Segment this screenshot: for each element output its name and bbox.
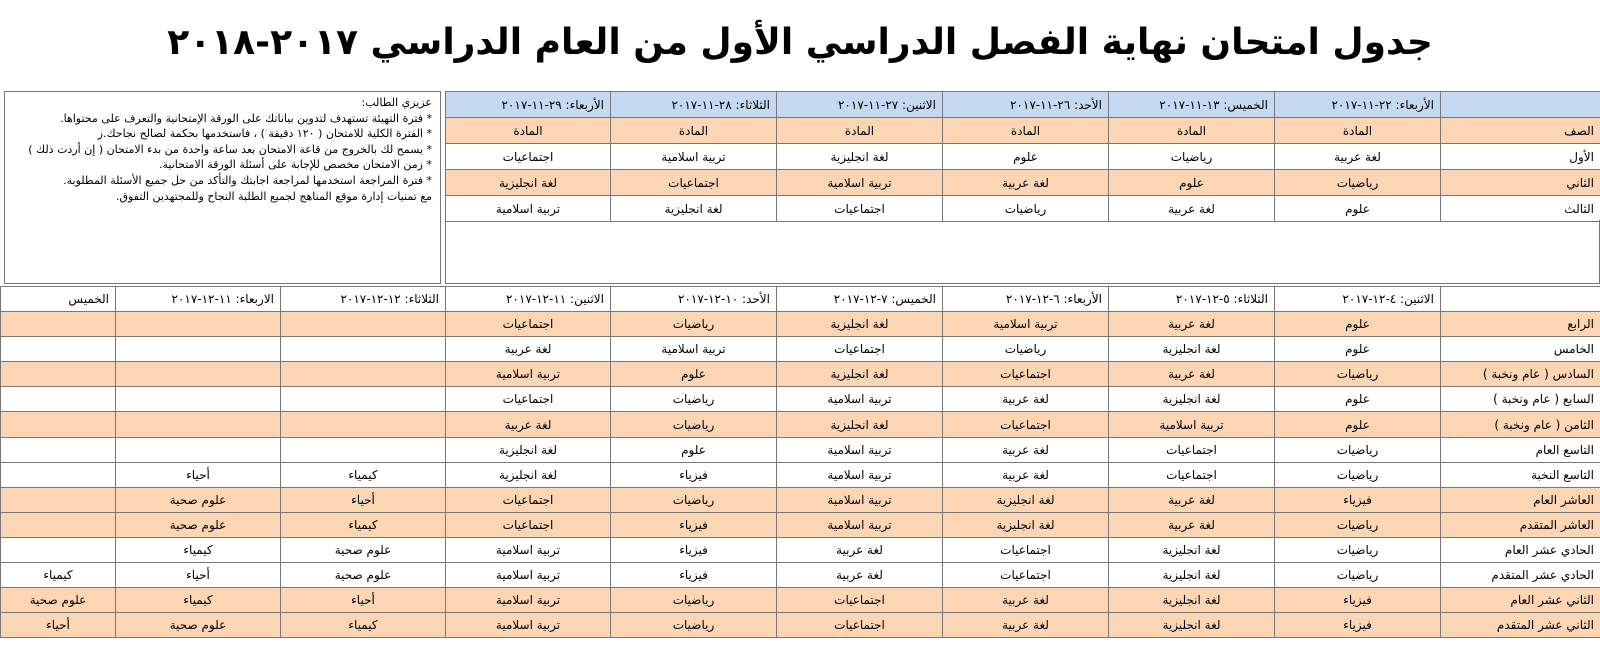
- table-row: [1, 487, 1600, 512]
- table-cell: لغة عربية: [1109, 512, 1275, 537]
- table-cell: اجتماعيات: [777, 613, 943, 638]
- table-cell: [1, 462, 116, 487]
- table-cell: تربية اسلامية: [446, 537, 611, 562]
- table-cell: علوم: [1275, 387, 1441, 412]
- table-cell: [116, 312, 281, 337]
- table-cell: رياضيات: [611, 312, 777, 337]
- table-cell: رياضيات: [611, 588, 777, 613]
- table-cell: لغة عربية: [1109, 487, 1275, 512]
- row-label-cell: السادس ( عام ونخبة ): [1441, 362, 1600, 387]
- table-cell: علوم: [1275, 412, 1441, 437]
- table-cell: فيزياء: [1275, 613, 1441, 638]
- table-cell: اجتماعيات: [1109, 462, 1275, 487]
- table-cell: رياضيات: [943, 196, 1109, 222]
- row-label-cell: العاشر العام: [1441, 487, 1600, 512]
- table-cell: فيزياء: [611, 512, 777, 537]
- row-label-cell: التاسع العام: [1441, 437, 1600, 462]
- table-cell: لغة عربية: [943, 387, 1109, 412]
- row-label-cell: الأول: [1441, 144, 1600, 170]
- table-row: [1, 512, 1600, 537]
- table-cell: لغة انجليزية: [611, 196, 777, 222]
- table-cell: لغة عربية: [943, 588, 1109, 613]
- table-cell: علوم: [611, 362, 777, 387]
- table-cell: أحياء: [1, 613, 116, 638]
- table-cell: رياضيات: [1275, 362, 1441, 387]
- student-notes: [4, 91, 441, 284]
- table-cell: [116, 362, 281, 387]
- table-cell: [1, 337, 116, 362]
- notes-line: * الفترة الكلية للامتحان ( ١٢٠ دقيقة ) ، فاستخدمها بحكمة لصالح نجاحك.ز: [97, 127, 432, 141]
- table-cell: أحياء: [281, 588, 446, 613]
- table-cell: لغة انجليزية: [1109, 588, 1275, 613]
- table-cell: لغة عربية: [1275, 144, 1441, 170]
- table-cell: تربية اسلامية: [611, 144, 777, 170]
- table-cell: الأحد: ٢٦-١١-٢٠١٧: [943, 92, 1109, 118]
- table-cell: [281, 437, 446, 462]
- table-cell: الاثنين: ١١-١٢-٢٠١٧: [446, 287, 611, 312]
- row-label-cell: الرابع: [1441, 312, 1600, 337]
- table-cell: رياضيات: [1275, 170, 1441, 196]
- table-cell: اجتماعيات: [446, 144, 611, 170]
- table-cell: فيزياء: [1275, 487, 1441, 512]
- table-cell: علوم: [1275, 337, 1441, 362]
- table-row: [1, 337, 1600, 362]
- row-label-cell: الصف: [1441, 118, 1600, 144]
- table-cell: [281, 337, 446, 362]
- table-cell: علوم صحية: [116, 512, 281, 537]
- row-label-cell: العاشر المتقدم: [1441, 512, 1600, 537]
- table-cell: رياضيات: [943, 337, 1109, 362]
- row-label-cell: الثاني: [1441, 170, 1600, 196]
- table-cell: لغة عربية: [777, 563, 943, 588]
- table-cell: الثلاثاء: ٥-١٢-٢٠١٧: [1109, 287, 1275, 312]
- table-cell: تربية اسلامية: [611, 337, 777, 362]
- table-cell: المادة: [943, 118, 1109, 144]
- table-cell: اجتماعيات: [446, 387, 611, 412]
- table-cell: رياضيات: [611, 613, 777, 638]
- table-cell: اجتماعيات: [446, 512, 611, 537]
- table-cell: لغة انجليزية: [446, 437, 611, 462]
- table-cell: كيمياء: [116, 537, 281, 562]
- table-cell: كيمياء: [281, 462, 446, 487]
- table-cell: كيمياء: [281, 512, 446, 537]
- table-cell: الأربعاء: ٢٩-١١-٢٠١٧: [446, 92, 611, 118]
- table-cell: فيزياء: [611, 462, 777, 487]
- table-cell: المادة: [1275, 118, 1441, 144]
- table-cell: الخميس: [1, 287, 116, 312]
- table-cell: [1, 387, 116, 412]
- table-cell: رياضيات: [1275, 563, 1441, 588]
- primary-schedule-table: [445, 91, 1600, 222]
- table-spacer: [445, 220, 1600, 284]
- table-cell: علوم صحية: [1, 588, 116, 613]
- table-cell: تربية اسلامية: [446, 563, 611, 588]
- table-cell: [116, 437, 281, 462]
- table-row: [446, 170, 1600, 196]
- table-cell: لغة عربية: [943, 170, 1109, 196]
- table-cell: لغة عربية: [943, 437, 1109, 462]
- table-row: [1, 437, 1600, 462]
- table-cell: تربية اسلامية: [446, 196, 611, 222]
- table-row: [1, 387, 1600, 412]
- table-cell: الخميس: ٧-١٢-٢٠١٧: [777, 287, 943, 312]
- table-cell: اجتماعيات: [943, 563, 1109, 588]
- table-cell: [281, 412, 446, 437]
- header-row: [1, 287, 1600, 312]
- table-cell: الاربعاء: ١١-١٢-٢٠١٧: [116, 287, 281, 312]
- table-cell: [281, 362, 446, 387]
- row-label-cell: التاسع النخبة: [1441, 462, 1600, 487]
- table-cell: الثلاثاء: ٢٨-١١-٢٠١٧: [611, 92, 777, 118]
- table-cell: اجتماعيات: [943, 362, 1109, 387]
- table-row: [1, 412, 1600, 437]
- notes-line: مع تمنيات إدارة موقع المناهج لجميع الطلبة النجاح وللمجتهدين التفوق.: [115, 189, 432, 203]
- notes-line: * فترة التهيئة تستهدف لتدوين بياناتك على الورقة الإمتحانية والتعرف على محتواها.: [60, 111, 432, 125]
- table-cell: رياضيات: [611, 412, 777, 437]
- table-cell: [1, 412, 116, 437]
- table-cell: تربية اسلامية: [777, 512, 943, 537]
- notes-line: * زمن الامتحان مخصص للإجابة على أسئلة الورقة الامتحانية.: [159, 158, 432, 172]
- table-row: [1, 462, 1600, 487]
- table-cell: [1, 487, 116, 512]
- table-cell: فيزياء: [1275, 588, 1441, 613]
- table-cell: اجتماعيات: [611, 170, 777, 196]
- notes-line: * يسمح لك بالخروج من قاعة الامتحان بعد ساعة واحدة من بدء الامتحان ( إن أردت ذلك ): [28, 142, 432, 156]
- row-label-cell: السابع ( عام ونخبة ): [1441, 387, 1600, 412]
- table-cell: علوم: [1109, 170, 1275, 196]
- table-cell: الأربعاء: ٦-١٢-٢٠١٧: [943, 287, 1109, 312]
- table-cell: الثلاثاء: ١٢-١٢-٢٠١٧: [281, 287, 446, 312]
- table-cell: [281, 312, 446, 337]
- table-cell: لغة انجليزية: [943, 487, 1109, 512]
- table-cell: لغة انجليزية: [777, 362, 943, 387]
- table-cell: اجتماعيات: [446, 312, 611, 337]
- table-cell: [281, 387, 446, 412]
- table-cell: رياضيات: [1275, 537, 1441, 562]
- table-cell: لغة عربية: [1109, 312, 1275, 337]
- table-cell: لغة عربية: [777, 537, 943, 562]
- table-cell: [1, 312, 116, 337]
- table-row: [1, 613, 1600, 638]
- table-cell: الأحد: ١٠-١٢-٢٠١٧: [611, 287, 777, 312]
- table-cell: رياضيات: [1275, 437, 1441, 462]
- row-label-cell: الحادي عشر العام: [1441, 537, 1600, 562]
- table-cell: [1, 537, 116, 562]
- table-cell: المادة: [611, 118, 777, 144]
- table-cell: علوم صحية: [116, 613, 281, 638]
- table-cell: [116, 412, 281, 437]
- row-label-cell: الثالث: [1441, 196, 1600, 222]
- table-cell: تربية اسلامية: [943, 312, 1109, 337]
- table-cell: لغة انجليزية: [1109, 537, 1275, 562]
- table-cell: لغة عربية: [1109, 362, 1275, 387]
- table-cell: رياضيات: [1275, 462, 1441, 487]
- table-cell: تربية اسلامية: [446, 362, 611, 387]
- table-cell: اجتماعيات: [1109, 437, 1275, 462]
- table-cell: كيمياء: [1, 563, 116, 588]
- table-cell: علوم صحية: [116, 487, 281, 512]
- table-cell: لغة عربية: [943, 462, 1109, 487]
- table-cell: تربية اسلامية: [777, 462, 943, 487]
- table-cell: لغة انجليزية: [1109, 563, 1275, 588]
- table-cell: لغة انجليزية: [777, 312, 943, 337]
- table-cell: المادة: [777, 118, 943, 144]
- table-cell: كيمياء: [281, 613, 446, 638]
- table-cell: اجتماعيات: [777, 337, 943, 362]
- table-row: [1, 563, 1600, 588]
- table-cell: أحياء: [281, 487, 446, 512]
- table-cell: الاثنين: ٤-١٢-٢٠١٧: [1275, 287, 1441, 312]
- table-cell: لغة عربية: [1109, 196, 1275, 222]
- table-cell: رياضيات: [1109, 144, 1275, 170]
- table-cell: [116, 337, 281, 362]
- row-label-cell: الثامن ( عام ونخبة ): [1441, 412, 1600, 437]
- row-label-cell: الثاني عشر المتقدم: [1441, 613, 1600, 638]
- table-cell: الخميس: ١٣-١١-٢٠١٧: [1109, 92, 1275, 118]
- table-cell: فيزياء: [611, 537, 777, 562]
- row-label-cell: [1441, 287, 1600, 312]
- table-row: [1, 588, 1600, 613]
- table-cell: لغة عربية: [446, 412, 611, 437]
- table-cell: تربية اسلامية: [446, 613, 611, 638]
- table-cell: [1, 437, 116, 462]
- table-cell: لغة انجليزية: [777, 144, 943, 170]
- row-label-cell: الحادي عشر المتقدم: [1441, 563, 1600, 588]
- row-label-cell: الخامس: [1441, 337, 1600, 362]
- table-cell: تربية اسلامية: [1109, 412, 1275, 437]
- table-row: [1, 312, 1600, 337]
- table-cell: لغة انجليزية: [1109, 337, 1275, 362]
- table-cell: علوم صحية: [281, 563, 446, 588]
- row-label-cell: [1441, 92, 1600, 118]
- table-cell: رياضيات: [611, 487, 777, 512]
- table-cell: لغة انجليزية: [446, 462, 611, 487]
- table-cell: كيمياء: [116, 588, 281, 613]
- table-cell: [116, 387, 281, 412]
- table-cell: اجتماعيات: [943, 412, 1109, 437]
- table-cell: فيزياء: [611, 563, 777, 588]
- table-cell: اجتماعيات: [943, 537, 1109, 562]
- table-cell: لغة انجليزية: [1109, 387, 1275, 412]
- table-cell: تربية اسلامية: [777, 437, 943, 462]
- table-cell: علوم: [943, 144, 1109, 170]
- table-cell: لغة انجليزية: [1109, 613, 1275, 638]
- table-cell: الاثنين: ٢٧-١١-٢٠١٧: [777, 92, 943, 118]
- notes-greeting: عزيزي الطالب:: [361, 96, 432, 109]
- table-cell: لغة عربية: [446, 337, 611, 362]
- table-cell: علوم صحية: [281, 537, 446, 562]
- table-row: [1, 537, 1600, 562]
- table-cell: المادة: [446, 118, 611, 144]
- table-cell: لغة انجليزية: [446, 170, 611, 196]
- notes-line: * فترة المراجعة استخدمها لمراجعة اجابتك والتأكد من حل جميع الأسئلة المطلوبة.: [63, 173, 432, 187]
- table-cell: المادة: [1109, 118, 1275, 144]
- table-cell: اجتماعيات: [446, 487, 611, 512]
- table-cell: لغة انجليزية: [777, 412, 943, 437]
- subheader-row: [446, 118, 1600, 144]
- table-cell: اجتماعيات: [777, 196, 943, 222]
- table-cell: تربية اسلامية: [777, 387, 943, 412]
- table-cell: رياضيات: [1275, 512, 1441, 537]
- table-cell: أحياء: [116, 563, 281, 588]
- table-cell: تربية اسلامية: [777, 170, 943, 196]
- table-cell: علوم: [611, 437, 777, 462]
- table-cell: علوم: [1275, 312, 1441, 337]
- table-cell: تربية اسلامية: [777, 487, 943, 512]
- table-cell: أحياء: [116, 462, 281, 487]
- table-cell: تربية اسلامية: [446, 588, 611, 613]
- table-cell: الأربعاء: ٢٢-١١-٢٠١٧: [1275, 92, 1441, 118]
- table-row: [446, 196, 1600, 222]
- page-title: جدول امتحان نهاية الفصل الدراسي الأول من العام الدراسي ٢٠١٧-٢٠١٨: [167, 22, 1433, 63]
- table-cell: علوم: [1275, 196, 1441, 222]
- table-cell: رياضيات: [611, 387, 777, 412]
- table-cell: لغة انجليزية: [943, 512, 1109, 537]
- row-label-cell: الثاني عشر العام: [1441, 588, 1600, 613]
- table-cell: [1, 512, 116, 537]
- header-row: [446, 92, 1600, 118]
- upper-grades-schedule-table: [0, 286, 1600, 638]
- table-row: [1, 362, 1600, 387]
- table-cell: [1, 362, 116, 387]
- table-cell: لغة عربية: [943, 613, 1109, 638]
- table-cell: اجتماعيات: [777, 588, 943, 613]
- table-row: [446, 144, 1600, 170]
